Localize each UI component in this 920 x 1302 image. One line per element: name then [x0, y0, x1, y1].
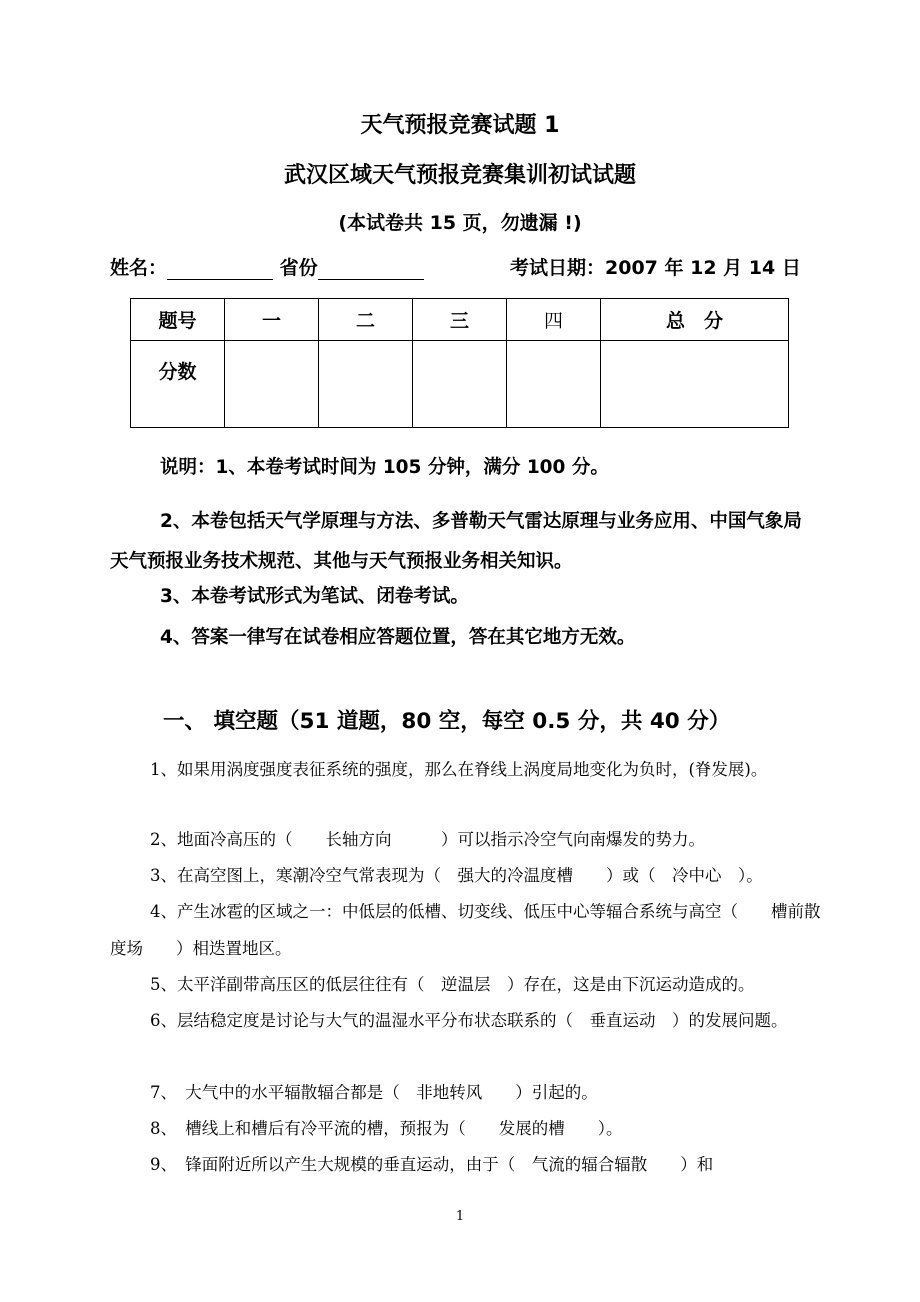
question-4: 4、产生冰雹的区域之一：中低层的低槽、切变线、低压中心等辐合系统与高空（ 槽前散度场 ）相迭置地区。: [110, 902, 821, 958]
question-6: 6、层结稳定度是讨论与大气的温湿水平分布状态联系的（ 垂直运动 ）的发展问题。: [150, 1011, 788, 1030]
instruction-2: 2、本卷包括天气学原理与方法、多普勒天气雷达原理与业务应用、中国气象局天气预报业务技术规范、其他与天气预报业务相关知识。: [110, 511, 802, 572]
candidate-info-line: [110, 253, 810, 280]
instruction-4: 4、答案一律写在试卷相应答题位置，答在其它地方无效。: [160, 627, 636, 648]
province-label: 省份: [279, 257, 318, 279]
header-cell-total: 总 分: [601, 299, 789, 341]
score-table-header-row: [131, 299, 789, 341]
name-blank[interactable]: [167, 261, 273, 280]
header-cell-part-3: 三: [413, 299, 507, 341]
header-cell-part-4: 四: [507, 299, 601, 341]
question-3: 3、在高空图上，寒潮冷空气常表现为（ 强大的冷温度槽 ）或（ 冷中心 ）。: [150, 866, 763, 885]
exam-subtitle: 武汉区域天气预报竞赛集训初试试题: [283, 163, 636, 188]
page-count-note: (本试卷共 15 页，勿遗漏 !): [338, 212, 582, 234]
score-cell-total[interactable]: [601, 341, 789, 428]
instruction-1: 说明：1、本卷考试时间为 105 分钟，满分 100 分。: [160, 457, 609, 478]
question-9: 9、 锋面附近所以产生大规模的垂直运动，由于（ 气流的辐合辐散 ）和: [150, 1155, 714, 1174]
header-cell-part-2: 二: [319, 299, 413, 341]
question-2: 2、地面冷高压的（ 长轴方向 ）可以指示冷空气向南爆发的势力。: [150, 830, 705, 849]
instruction-3: 3、本卷考试形式为笔试、闭卷考试。: [160, 586, 469, 607]
score-table-score-row: [131, 341, 789, 428]
score-cell-part-2[interactable]: [319, 341, 413, 428]
exam-date: 考试日期：2007 年 12 月 14 日: [510, 257, 801, 279]
question-8: 8、 槽线上和槽后有冷平流的槽，预报为（ 发展的槽 ）。: [150, 1119, 623, 1138]
exam-title: 天气预报竞赛试题 1: [360, 113, 560, 138]
province-blank[interactable]: [318, 261, 424, 280]
score-row-label: 分数: [131, 341, 225, 428]
header-cell-question-no: 题号: [131, 299, 225, 341]
header-cell-part-1: 一: [225, 299, 319, 341]
name-label: 姓名：: [110, 257, 168, 279]
score-cell-part-1[interactable]: [225, 341, 319, 428]
score-table: [130, 298, 789, 428]
score-cell-part-4[interactable]: [507, 341, 601, 428]
question-1: 1、如果用涡度强度表征系统的强度，那么在脊线上涡度局地变化为负时，(脊发展)。: [150, 760, 768, 779]
question-7: 7、 大气中的水平辐散辐合都是（ 非地转风 ）引起的。: [150, 1083, 598, 1102]
page-number: 1: [455, 1209, 465, 1224]
question-5: 5、太平洋副带高压区的低层往往有（ 逆温层 ）存在，这是由下沉运动造成的。: [150, 975, 755, 994]
section-heading-fill-in: 一、 填空题（51 道题，80 空，每空 0.5 分，共 40 分）: [163, 709, 731, 734]
score-cell-part-3[interactable]: [413, 341, 507, 428]
